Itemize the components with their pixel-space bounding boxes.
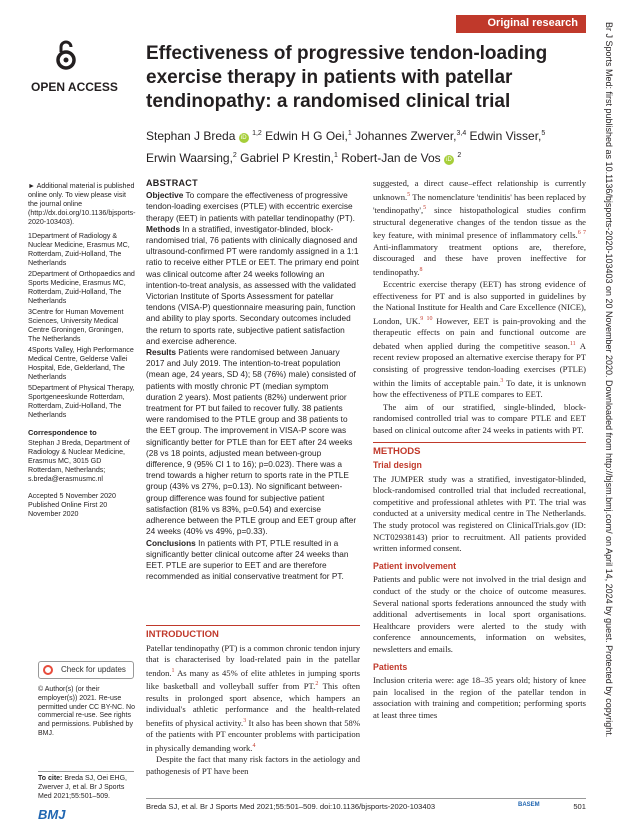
footer-citation: Breda SJ, et al. Br J Sports Med 2021;55:501–509. doi:10.1136/bjsports-2020-103403	[146, 802, 436, 811]
page-number: 501	[573, 802, 586, 811]
patient-involvement-heading: Patient involvement	[373, 560, 457, 571]
methods-heading: METHODS	[373, 446, 421, 458]
open-access-icon	[55, 40, 77, 70]
sidebar-notes	[28, 182, 136, 521]
body-paragraph: The aim of our stratified, single-blinded, block-randomised controlled trial was to compare PTLE and EET based on clinical outcome after 24 weeks in patients with PT.	[373, 401, 586, 435]
banner-label: Original research	[487, 17, 578, 29]
affiliation: 4Sports Valley, High Performance Medical Centre, Gelderse Vallei Hospital, Ede, Gelderland, The Netherlands	[28, 346, 134, 381]
cite-text: Breda SJ, Oei EHG, Zwerver J, et al. Br J Sports Med 2021;55:501–509.	[38, 775, 127, 800]
cite-box	[38, 771, 134, 801]
vertical-note-text: Br J Sports Med: first published as 10.1136/bjsports-2020-103403 on 20 November 2020. Downloaded from http://bjsm.bmj.com/ on April 14, 2024 by guest. Protected by copyright.	[604, 22, 614, 738]
basem-logo: BASEM	[518, 802, 540, 808]
check-updates-icon	[43, 665, 53, 675]
open-access-label: OPEN ACCESS	[31, 80, 118, 94]
body-column-2	[373, 178, 586, 723]
affiliation: 5Department of Physical Therapy, Sportgeneeskunde Rotterdam, Rotterdam, Zuid-Holland, The Netherlands	[28, 384, 135, 419]
check-updates-label: Check for updates	[61, 665, 126, 674]
author-list: Stephan J Breda iD $^{1,2}$ Edwin H G Oei,$^1$ Johannes Zwerver,$^{3,4}$ Edwin Visser,$^5$ Erwin Waarsing,$^2$ Gabriel P Krestin,$^1$ Robert-Jan de Vos iD $^2$	[146, 129, 546, 165]
body-paragraph: Eccentric exercise therapy (EET) has strong evidence of effectiveness for PT and is also supported in guidelines by the National Institute for Health and Care Excellence (NICE), London, UK.$^{9 10}$ However, EET is pain-provoking and the therapeutic effects on pain and functional outcome are debated when applied during the competitive season.$^{11}$ A recent review proposed an alternative exercise therapy for PT consisting of progressive tendon-loading exercises (PTLE) within the limits of acceptable pain.$^3$ To date, it is unknown how the effectiveness of PTLE compares to EET.	[373, 279, 586, 400]
published-date: Published Online First 20 November 2020	[28, 501, 108, 518]
bmj-logo: BMJ	[38, 807, 66, 822]
check-for-updates-button[interactable]	[38, 661, 134, 679]
body-paragraph: Inclusion criteria were: age 18–35 years old; history of knee pain localised in the region of the patellar tendon in association with training and competition; performing sports at least three times	[373, 675, 586, 720]
trial-design-heading: Trial design	[373, 460, 422, 471]
footer-divider	[146, 798, 586, 799]
body-paragraph: The JUMPER study was a stratified, investigator-blinded, block-randomised controlled trial that included recreational, competitive and professional athletes with PT. The trial was conducted at a university medical centre in The Netherlands. The study protocol was registered on ClinicalTrials.gov (ID: NCT02938143) prior to recruitment. All patients provided written informed consent.	[373, 473, 586, 554]
intro-paragraph: Despite the fact that many risk factors in the aetiology and pathogenesis of PT have been	[146, 754, 360, 776]
abstract-conclusions: Conclusions In patients with PT, PTLE resulted in a significantly better clinical outcome after 24 weeks than EET. PTLE are superior to EET and are therefore recommended as initial conservative treatment for PT.	[146, 537, 349, 582]
article-title: Effectiveness of progressive tendon-loading exercise therapy in patients with patellar tendinopathy: a randomised clinical trial	[146, 43, 548, 112]
abstract-objective: Objective To compare the effectiveness of progressive tendon-loading exercises (PTLE) with eccentric exercise therapy (EET) in patients with patellar tendinopathy (PT).	[146, 190, 355, 223]
vertical-download-note	[601, 22, 615, 812]
body-paragraph: Patients and public were not involved in the trial design and conduct of the study or the choice of outcome measures. Several national sports federations announced the study with additional advertisements in local sport organisations. Healthcare providers were alerted to the study with conference announcements, information on websites, newsletters and emails.	[373, 574, 586, 654]
introduction	[146, 625, 360, 778]
patients-heading: Patients	[373, 661, 408, 672]
orcid-icon[interactable]: iD	[239, 133, 249, 143]
cite-heading: To cite:	[38, 775, 63, 782]
abstract-heading: ABSTRACT	[146, 178, 198, 188]
introduction-heading: INTRODUCTION	[146, 629, 219, 640]
intro-paragraph: Patellar tendinopathy (PT) is a common chronic tendon injury that is characterised by load-related pain in the patellar tendon.$^1$ As many as 45% of elite athletes in jumping sports like basketball and volleyball suffer from PT.$^2$ This often results in prolonged sport absence, which hampers an individual's athletic performance and the health-related benefits of physical activity.$^3$ It also has been shown that 58% of the patients with PT encounter problems with participation in physically demanding work.$^4$	[146, 642, 361, 753]
affiliation: 3Centre for Human Movement Sciences, University Medical Centre Groningen, Groningen, The Netherlands	[28, 308, 124, 343]
additional-material-note: ► Additional material is published online only. To view please visit the journal online (http://dx.doi.org/10.1136/bjsports-2020-103403).	[28, 182, 136, 226]
abstract-methods: Methods In a stratified, investigator-blinded, block-randomised trial, 76 patients with clinically diagnosed and ultrasound-confirmed PT were randomly assigned in a 1:1 ratio to receive either PTLE or EET. The primary end point was clinical outcome after 24 weeks following an intention-to-treat analysis, as assessed with the validated Victorian Institute of Sports Assessment for patellar tendons (VISA-P) questionnaire measuring pain, function and ability to play sports. Secondary outcomes included the return to sports rate, subjective patient satisfaction and exercise adherence.	[146, 223, 359, 346]
correspondence-heading: Correspondence to	[28, 428, 97, 437]
abstract-results: Results Patients were randomised between January 2017 and July 2019. The intention-to-treat population (mean age, 24 years, SD 4); 58 (76%) male) consisted of patients with mostly chronic PT (median symptom duration 2 years). Most patients (82%) underwent prior treatment for PT but failed to recover fully. 38 patients were randomised to the PTLE group and 38 patients to the EET group. The improvement in VISA-P score was significantly better for PTLE than for EET after 24 weeks (28 vs 18 points, adjusted mean between-group difference, 9 (95% CI 1 to 16); p=0.023). There was a trend towards a higher return to sports rate in the PTLE group (43% vs 27%, p=0.13). No significant between-group difference was found for subjective patient satisfaction (81% vs 83%, p=0.54) and exercise adherence between the PTLE group and EET group after 24 weeks (40% vs 49%, p=0.33).	[146, 347, 357, 537]
affiliation: 1Department of Radiology & Nuclear Medicine, Erasmus MC, Rotterdam, Zuid-Holland, The Netherlands	[28, 232, 130, 267]
orcid-icon[interactable]: iD	[444, 155, 454, 165]
body-paragraph: suggested, a direct cause–effect relationship is currently unknown.$^5$ The nomenclature 'tendinitis' has been replaced by 'tendinopathy',$^5$ since histopathological studies confirm structural degenerative changes of the tendon tissue as the key feature, with minimal presence of inflammatory cells.$^{6 7}$ Anti-inflammatory treatment options are, therefore, discouraged and these have proven ineffective for tendinopathy.$^8$	[373, 178, 586, 277]
copyright-note: © Author(s) (or their employer(s)) 2021. Re-use permitted under CC BY-NC. No commercial re-use. See rights and permissions. Published by BMJ.	[38, 686, 136, 737]
affiliation: 2Department of Orthopaedics and Sports Medicine, Erasmus MC, Rotterdam, Zuid-Holland, The Netherlands	[28, 270, 135, 305]
section-banner	[456, 15, 586, 33]
accepted-date: Accepted 5 November 2020	[28, 492, 116, 500]
abstract	[146, 178, 360, 582]
correspondence-text: Stephan J Breda, Department of Radiology & Nuclear Medicine, Erasmus MC, 3015 GD Rotterdam, Netherlands; s.breda@erasmusmc.nl	[28, 439, 130, 483]
